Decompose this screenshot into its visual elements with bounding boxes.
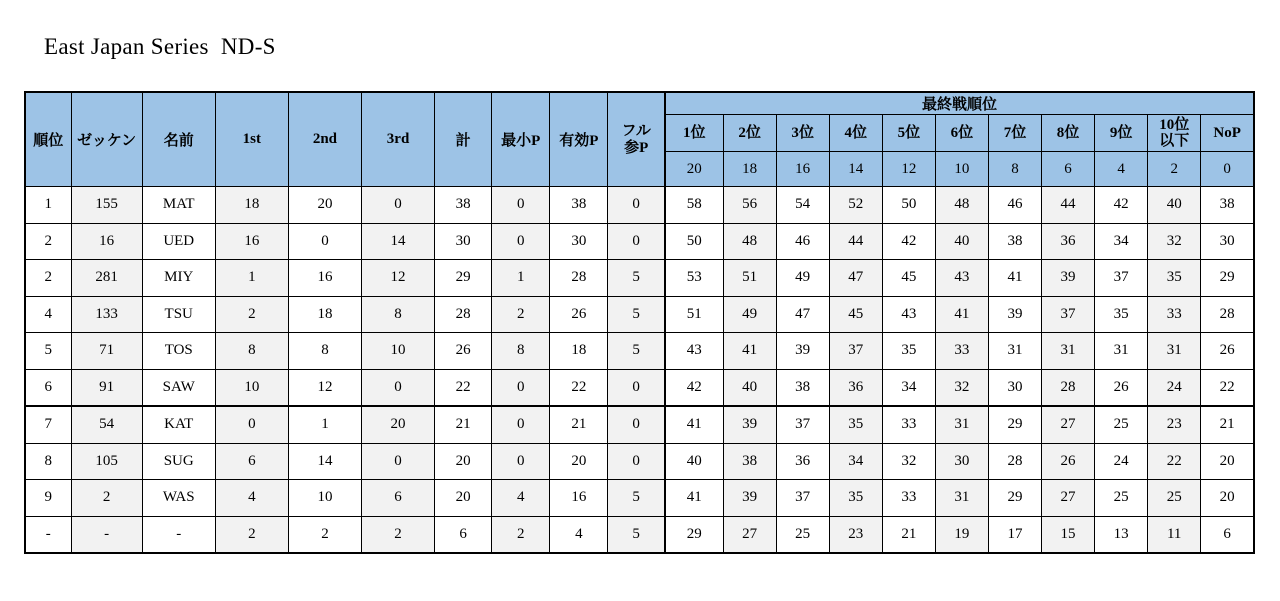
table-row <box>25 406 1254 443</box>
valid-p-cell: 30 <box>550 223 608 260</box>
header-full-p: フル参P <box>608 92 665 187</box>
full-p-cell: 0 <box>608 223 665 260</box>
valid-p-cell: 20 <box>550 443 608 480</box>
bib-cell: 16 <box>71 223 142 260</box>
final-projection-cell: 41 <box>723 333 776 370</box>
total-cell: 20 <box>435 480 492 517</box>
header-final-group: 最終戦順位 <box>665 92 1254 115</box>
header-final-place: NoP <box>1201 115 1254 152</box>
round1-cell: 2 <box>215 296 288 333</box>
valid-p-cell: 28 <box>550 260 608 297</box>
round3-cell: 0 <box>362 443 435 480</box>
name-cell: TSU <box>142 296 215 333</box>
name-cell: WAS <box>142 480 215 517</box>
final-projection-cell: 17 <box>988 516 1041 553</box>
final-projection-cell: 27 <box>1042 480 1095 517</box>
valid-p-cell: 22 <box>550 369 608 406</box>
bib-cell: 133 <box>71 296 142 333</box>
final-projection-cell: 46 <box>776 223 829 260</box>
total-cell: 28 <box>435 296 492 333</box>
final-projection-cell: 53 <box>665 260 723 297</box>
round2-cell: 20 <box>288 187 361 224</box>
final-projection-cell: 45 <box>829 296 882 333</box>
min-p-cell: 0 <box>492 406 550 443</box>
min-p-cell: 0 <box>492 369 550 406</box>
header-final-points: 8 <box>988 152 1041 187</box>
final-projection-cell: 36 <box>776 443 829 480</box>
final-projection-cell: 37 <box>776 406 829 443</box>
final-projection-cell: 21 <box>1201 406 1254 443</box>
final-projection-cell: 51 <box>665 296 723 333</box>
table-row <box>25 296 1254 333</box>
final-projection-cell: 40 <box>1148 187 1201 224</box>
round1-cell: 4 <box>215 480 288 517</box>
round2-cell: 12 <box>288 369 361 406</box>
name-cell: TOS <box>142 333 215 370</box>
min-p-cell: 0 <box>492 187 550 224</box>
final-projection-cell: 32 <box>1148 223 1201 260</box>
final-projection-cell: 44 <box>829 223 882 260</box>
final-projection-cell: 34 <box>829 443 882 480</box>
header-bib: ゼッケン <box>71 92 142 187</box>
final-projection-cell: 31 <box>988 333 1041 370</box>
final-projection-cell: 21 <box>882 516 935 553</box>
final-projection-cell: 29 <box>665 516 723 553</box>
final-projection-cell: 42 <box>665 369 723 406</box>
header-final-place: 10位以下 <box>1148 115 1201 152</box>
round2-cell: 0 <box>288 223 361 260</box>
header-final-points: 18 <box>723 152 776 187</box>
final-projection-cell: 35 <box>1095 296 1148 333</box>
rank-cell: 4 <box>25 296 71 333</box>
final-projection-cell: 32 <box>882 443 935 480</box>
name-cell: MAT <box>142 187 215 224</box>
header-name: 名前 <box>142 92 215 187</box>
final-projection-cell: 43 <box>665 333 723 370</box>
round3-cell: 8 <box>362 296 435 333</box>
final-projection-cell: 24 <box>1148 369 1201 406</box>
name-cell: UED <box>142 223 215 260</box>
final-projection-cell: 31 <box>1042 333 1095 370</box>
table-row <box>25 187 1254 224</box>
final-projection-cell: 25 <box>1095 480 1148 517</box>
final-projection-cell: 54 <box>776 187 829 224</box>
final-projection-cell: 51 <box>723 260 776 297</box>
final-projection-cell: 25 <box>776 516 829 553</box>
final-projection-cell: 35 <box>1148 260 1201 297</box>
round2-cell: 10 <box>288 480 361 517</box>
rank-cell: 6 <box>25 369 71 406</box>
round3-cell: 20 <box>362 406 435 443</box>
bib-cell: 91 <box>71 369 142 406</box>
round3-cell: 0 <box>362 187 435 224</box>
header-final-place: 9位 <box>1095 115 1148 152</box>
round2-cell: 18 <box>288 296 361 333</box>
final-projection-cell: 40 <box>723 369 776 406</box>
total-cell: 30 <box>435 223 492 260</box>
final-projection-cell: 36 <box>829 369 882 406</box>
final-projection-cell: 40 <box>935 223 988 260</box>
final-projection-cell: 42 <box>882 223 935 260</box>
final-projection-cell: 25 <box>1095 406 1148 443</box>
full-p-cell: 5 <box>608 296 665 333</box>
header-final-place: 2位 <box>723 115 776 152</box>
total-cell: 26 <box>435 333 492 370</box>
round3-cell: 0 <box>362 369 435 406</box>
final-projection-cell: 52 <box>829 187 882 224</box>
header-final-points: 6 <box>1042 152 1095 187</box>
final-projection-cell: 28 <box>988 443 1041 480</box>
final-projection-cell: 44 <box>1042 187 1095 224</box>
total-cell: 38 <box>435 187 492 224</box>
final-projection-cell: 34 <box>882 369 935 406</box>
final-projection-cell: 13 <box>1095 516 1148 553</box>
table-row <box>25 443 1254 480</box>
final-projection-cell: 38 <box>776 369 829 406</box>
round1-cell: 8 <box>215 333 288 370</box>
final-projection-cell: 49 <box>776 260 829 297</box>
final-projection-cell: 37 <box>1095 260 1148 297</box>
final-projection-cell: 26 <box>1042 443 1095 480</box>
final-projection-cell: 22 <box>1148 443 1201 480</box>
round1-cell: 1 <box>215 260 288 297</box>
round3-cell: 10 <box>362 333 435 370</box>
round3-cell: 2 <box>362 516 435 553</box>
final-projection-cell: 27 <box>723 516 776 553</box>
final-projection-cell: 26 <box>1095 369 1148 406</box>
final-projection-cell: 39 <box>723 480 776 517</box>
full-p-cell: 0 <box>608 369 665 406</box>
bib-cell: 155 <box>71 187 142 224</box>
total-cell: 20 <box>435 443 492 480</box>
header-final-points: 12 <box>882 152 935 187</box>
header-final-points: 4 <box>1095 152 1148 187</box>
final-projection-cell: 35 <box>829 406 882 443</box>
full-p-cell: 5 <box>608 260 665 297</box>
header-final-points: 20 <box>665 152 723 187</box>
min-p-cell: 0 <box>492 443 550 480</box>
rank-cell: - <box>25 516 71 553</box>
final-projection-cell: 22 <box>1201 369 1254 406</box>
final-projection-cell: 33 <box>935 333 988 370</box>
final-projection-cell: 45 <box>882 260 935 297</box>
rank-cell: 5 <box>25 333 71 370</box>
final-projection-cell: 41 <box>988 260 1041 297</box>
full-p-cell: 0 <box>608 443 665 480</box>
bib-cell: 54 <box>71 406 142 443</box>
final-projection-cell: 28 <box>1042 369 1095 406</box>
header-final-place: 8位 <box>1042 115 1095 152</box>
final-projection-cell: 27 <box>1042 406 1095 443</box>
bib-cell: 281 <box>71 260 142 297</box>
final-projection-cell: 39 <box>723 406 776 443</box>
header-1st: 1st <box>215 92 288 187</box>
final-projection-cell: 11 <box>1148 516 1201 553</box>
final-projection-cell: 38 <box>1201 187 1254 224</box>
final-projection-cell: 15 <box>1042 516 1095 553</box>
final-projection-cell: 30 <box>1201 223 1254 260</box>
header-final-points: 2 <box>1148 152 1201 187</box>
header-final-place: 5位 <box>882 115 935 152</box>
round1-cell: 10 <box>215 369 288 406</box>
header-final-place: 1位 <box>665 115 723 152</box>
header-3rd: 3rd <box>362 92 435 187</box>
standings-table <box>24 91 1255 554</box>
round1-cell: 0 <box>215 406 288 443</box>
page-title: East Japan Series ND-S <box>44 34 276 59</box>
round1-cell: 18 <box>215 187 288 224</box>
rank-cell: 2 <box>25 260 71 297</box>
final-projection-cell: 58 <box>665 187 723 224</box>
final-projection-cell: 34 <box>1095 223 1148 260</box>
final-projection-cell: 19 <box>935 516 988 553</box>
total-cell: 22 <box>435 369 492 406</box>
table-row <box>25 223 1254 260</box>
rank-cell: 8 <box>25 443 71 480</box>
final-projection-cell: 43 <box>882 296 935 333</box>
final-projection-cell: 35 <box>882 333 935 370</box>
valid-p-cell: 18 <box>550 333 608 370</box>
full-p-cell: 5 <box>608 333 665 370</box>
header-2nd: 2nd <box>288 92 361 187</box>
name-cell: SUG <box>142 443 215 480</box>
final-projection-cell: 37 <box>1042 296 1095 333</box>
header-final-points: 10 <box>935 152 988 187</box>
header-final-place: 6位 <box>935 115 988 152</box>
final-projection-cell: 20 <box>1201 443 1254 480</box>
final-projection-cell: 39 <box>988 296 1041 333</box>
round2-cell: 2 <box>288 516 361 553</box>
final-projection-cell: 29 <box>988 406 1041 443</box>
min-p-cell: 0 <box>492 223 550 260</box>
final-projection-cell: 49 <box>723 296 776 333</box>
min-p-cell: 1 <box>492 260 550 297</box>
name-cell: SAW <box>142 369 215 406</box>
final-projection-cell: 37 <box>776 480 829 517</box>
final-projection-cell: 48 <box>723 223 776 260</box>
final-projection-cell: 24 <box>1095 443 1148 480</box>
bib-cell: 105 <box>71 443 142 480</box>
round3-cell: 14 <box>362 223 435 260</box>
table-row <box>25 516 1254 553</box>
valid-p-cell: 26 <box>550 296 608 333</box>
final-projection-cell: 41 <box>665 480 723 517</box>
final-projection-cell: 38 <box>988 223 1041 260</box>
final-projection-cell: 30 <box>935 443 988 480</box>
name-cell: MIY <box>142 260 215 297</box>
final-projection-cell: 29 <box>988 480 1041 517</box>
final-projection-cell: 26 <box>1201 333 1254 370</box>
rank-cell: 2 <box>25 223 71 260</box>
final-projection-cell: 33 <box>882 480 935 517</box>
final-projection-cell: 30 <box>988 369 1041 406</box>
final-projection-cell: 38 <box>723 443 776 480</box>
min-p-cell: 8 <box>492 333 550 370</box>
round3-cell: 12 <box>362 260 435 297</box>
final-projection-cell: 29 <box>1201 260 1254 297</box>
valid-p-cell: 21 <box>550 406 608 443</box>
round2-cell: 1 <box>288 406 361 443</box>
final-projection-cell: 23 <box>1148 406 1201 443</box>
final-projection-cell: 50 <box>882 187 935 224</box>
rank-cell: 1 <box>25 187 71 224</box>
bib-cell: 71 <box>71 333 142 370</box>
full-p-cell: 0 <box>608 406 665 443</box>
final-projection-cell: 33 <box>882 406 935 443</box>
min-p-cell: 2 <box>492 296 550 333</box>
header-final-place: 4位 <box>829 115 882 152</box>
final-projection-cell: 46 <box>988 187 1041 224</box>
final-projection-cell: 25 <box>1148 480 1201 517</box>
min-p-cell: 2 <box>492 516 550 553</box>
header-total: 計 <box>435 92 492 187</box>
round2-cell: 8 <box>288 333 361 370</box>
final-projection-cell: 43 <box>935 260 988 297</box>
final-projection-cell: 23 <box>829 516 882 553</box>
name-cell: - <box>142 516 215 553</box>
final-projection-cell: 40 <box>665 443 723 480</box>
name-cell: KAT <box>142 406 215 443</box>
header-final-place: 7位 <box>988 115 1041 152</box>
round1-cell: 6 <box>215 443 288 480</box>
final-projection-cell: 56 <box>723 187 776 224</box>
final-projection-cell: 39 <box>1042 260 1095 297</box>
header-final-points: 16 <box>776 152 829 187</box>
final-projection-cell: 47 <box>776 296 829 333</box>
valid-p-cell: 4 <box>550 516 608 553</box>
final-projection-cell: 31 <box>935 480 988 517</box>
total-cell: 21 <box>435 406 492 443</box>
final-projection-cell: 6 <box>1201 516 1254 553</box>
table-row <box>25 369 1254 406</box>
rank-cell: 7 <box>25 406 71 443</box>
final-projection-cell: 37 <box>829 333 882 370</box>
final-projection-cell: 31 <box>1095 333 1148 370</box>
rank-cell: 9 <box>25 480 71 517</box>
final-projection-cell: 42 <box>1095 187 1148 224</box>
total-cell: 29 <box>435 260 492 297</box>
full-p-cell: 5 <box>608 480 665 517</box>
full-p-cell: 5 <box>608 516 665 553</box>
final-projection-cell: 47 <box>829 260 882 297</box>
header-final-points: 0 <box>1201 152 1254 187</box>
total-cell: 6 <box>435 516 492 553</box>
final-projection-cell: 31 <box>1148 333 1201 370</box>
header-rank: 順位 <box>25 92 71 187</box>
valid-p-cell: 16 <box>550 480 608 517</box>
bib-cell: 2 <box>71 480 142 517</box>
final-projection-cell: 28 <box>1201 296 1254 333</box>
valid-p-cell: 38 <box>550 187 608 224</box>
bib-cell: - <box>71 516 142 553</box>
final-projection-cell: 50 <box>665 223 723 260</box>
final-projection-cell: 35 <box>829 480 882 517</box>
final-projection-cell: 48 <box>935 187 988 224</box>
round2-cell: 14 <box>288 443 361 480</box>
table-row <box>25 260 1254 297</box>
min-p-cell: 4 <box>492 480 550 517</box>
final-projection-cell: 41 <box>935 296 988 333</box>
final-projection-cell: 20 <box>1201 480 1254 517</box>
final-projection-cell: 32 <box>935 369 988 406</box>
final-projection-cell: 31 <box>935 406 988 443</box>
header-min-p: 最小P <box>492 92 550 187</box>
round1-cell: 2 <box>215 516 288 553</box>
header-valid-p: 有効P <box>550 92 608 187</box>
table-row <box>25 333 1254 370</box>
header-final-points: 14 <box>829 152 882 187</box>
final-projection-cell: 39 <box>776 333 829 370</box>
final-projection-cell: 41 <box>665 406 723 443</box>
header-final-place: 3位 <box>776 115 829 152</box>
full-p-cell: 0 <box>608 187 665 224</box>
final-projection-cell: 36 <box>1042 223 1095 260</box>
round2-cell: 16 <box>288 260 361 297</box>
table-row <box>25 480 1254 517</box>
round3-cell: 6 <box>362 480 435 517</box>
final-projection-cell: 33 <box>1148 296 1201 333</box>
round1-cell: 16 <box>215 223 288 260</box>
